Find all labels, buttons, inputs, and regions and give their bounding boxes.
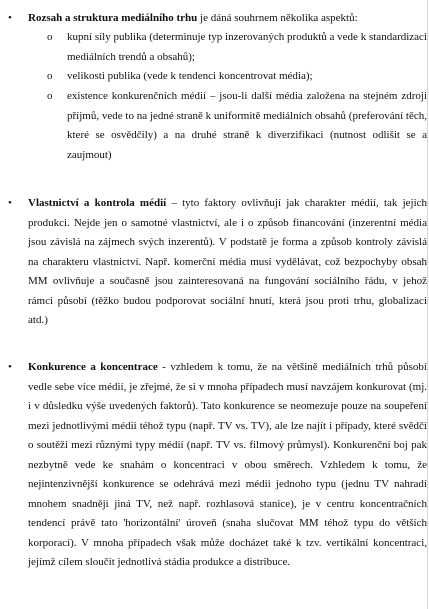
bullet-marker: • bbox=[8, 361, 12, 373]
section-text bbox=[28, 358, 427, 573]
subitem-text: existence konkurenčních médií – jsou-li další média založena na stejném zdroji příjmů, vede to na jedné straně k uniformitě mediálních obsahů (preferování těch, které se osvědčily) a na druhé straně k diverzifikaci (nutnost odlišit se a zaujmout) bbox=[67, 90, 427, 161]
page-edge-divider bbox=[427, 0, 428, 609]
subitem-competing-media bbox=[47, 87, 427, 165]
section-ownership-control bbox=[8, 194, 427, 331]
section-intro: je dáná souhrnem několika aspektů: bbox=[197, 12, 358, 24]
section-market-structure bbox=[8, 9, 427, 29]
section-text bbox=[28, 194, 427, 331]
subitem-marker: o bbox=[47, 31, 53, 43]
subitem-text: kupní síly publika (determinuje typ inzerovaných produktů a vede k standardizaci mediálních trendů a obsahů); bbox=[67, 31, 427, 63]
bullet-marker: • bbox=[8, 197, 12, 209]
subitem-text: velikosti publika (vede k tendenci koncentrovat média); bbox=[67, 70, 313, 82]
bullet-marker: • bbox=[8, 12, 12, 24]
section-title: Rozsah a struktura mediálního trhu bbox=[28, 12, 198, 24]
section-body: – tyto faktory ovlivňují jak charakter médií, tak jejich produkci. Nejde jen o samotné vlastnictví, ale i o způsob financování (inzerentní média jsou závislá na zájmech svých inzerentů). V podstatě je forma a způsob kontroly závislá na charakteru vlastnictví. Např. komerční média musí vydělávat, což bezpochyby obsah MM ovlivňuje a současně jsou zainteresovaná na fungování sociálního řádu, v jehož rámci působí (těžko budou podporovat sociální hnutí, která jsou proti trhu, globalizaci atd.) bbox=[28, 197, 428, 326]
section-text bbox=[28, 9, 427, 29]
section-title: Vlastnictví a kontrola médií bbox=[28, 197, 167, 209]
section-title: Konkurence a koncentrace bbox=[28, 361, 158, 373]
subitem-marker: o bbox=[47, 70, 53, 82]
section-competition-concentration bbox=[8, 358, 427, 573]
subitem-audience-size bbox=[47, 67, 427, 87]
subitem-marker: o bbox=[47, 90, 53, 102]
subitem-purchasing-power bbox=[47, 28, 427, 67]
section-body: - vzhledem k tomu, že na většině mediálních trhů působí vedle sebe více médií, je zřejmé, že si v mnoha případech musí navzájem konkurovat (mj. i v důsledku výše uvedených faktorů). Tato konkurence se neomezuje pouze na soupeření mezi jednotlivými médii téhož typu (např. TV vs. TV), ale lze najít i případy, které svědčí o soutěži mezi různými typy médií (např. TV vs. filmový průmysl). Konkurenční boj pak nezbytně vede ke snahám o koncentraci v obou směrech. Vzhledem k tomu, že nejintenzivnější konkurence se odehrává mezi médii jednoho typu (jednu TV nahradí mnohem snadněji jiná TV, než např. rozhlasová stanice), je v centru koncentračních tendencí právě tato 'horizontální' úroveň (snaha slučovat MM téhož typu do větších korporací). V mnoha případech však může docházet také k tzv. vertikální koncentraci, jejímž cílem sloučit jednotlivá stádia produkce a distribuce. bbox=[28, 361, 427, 568]
